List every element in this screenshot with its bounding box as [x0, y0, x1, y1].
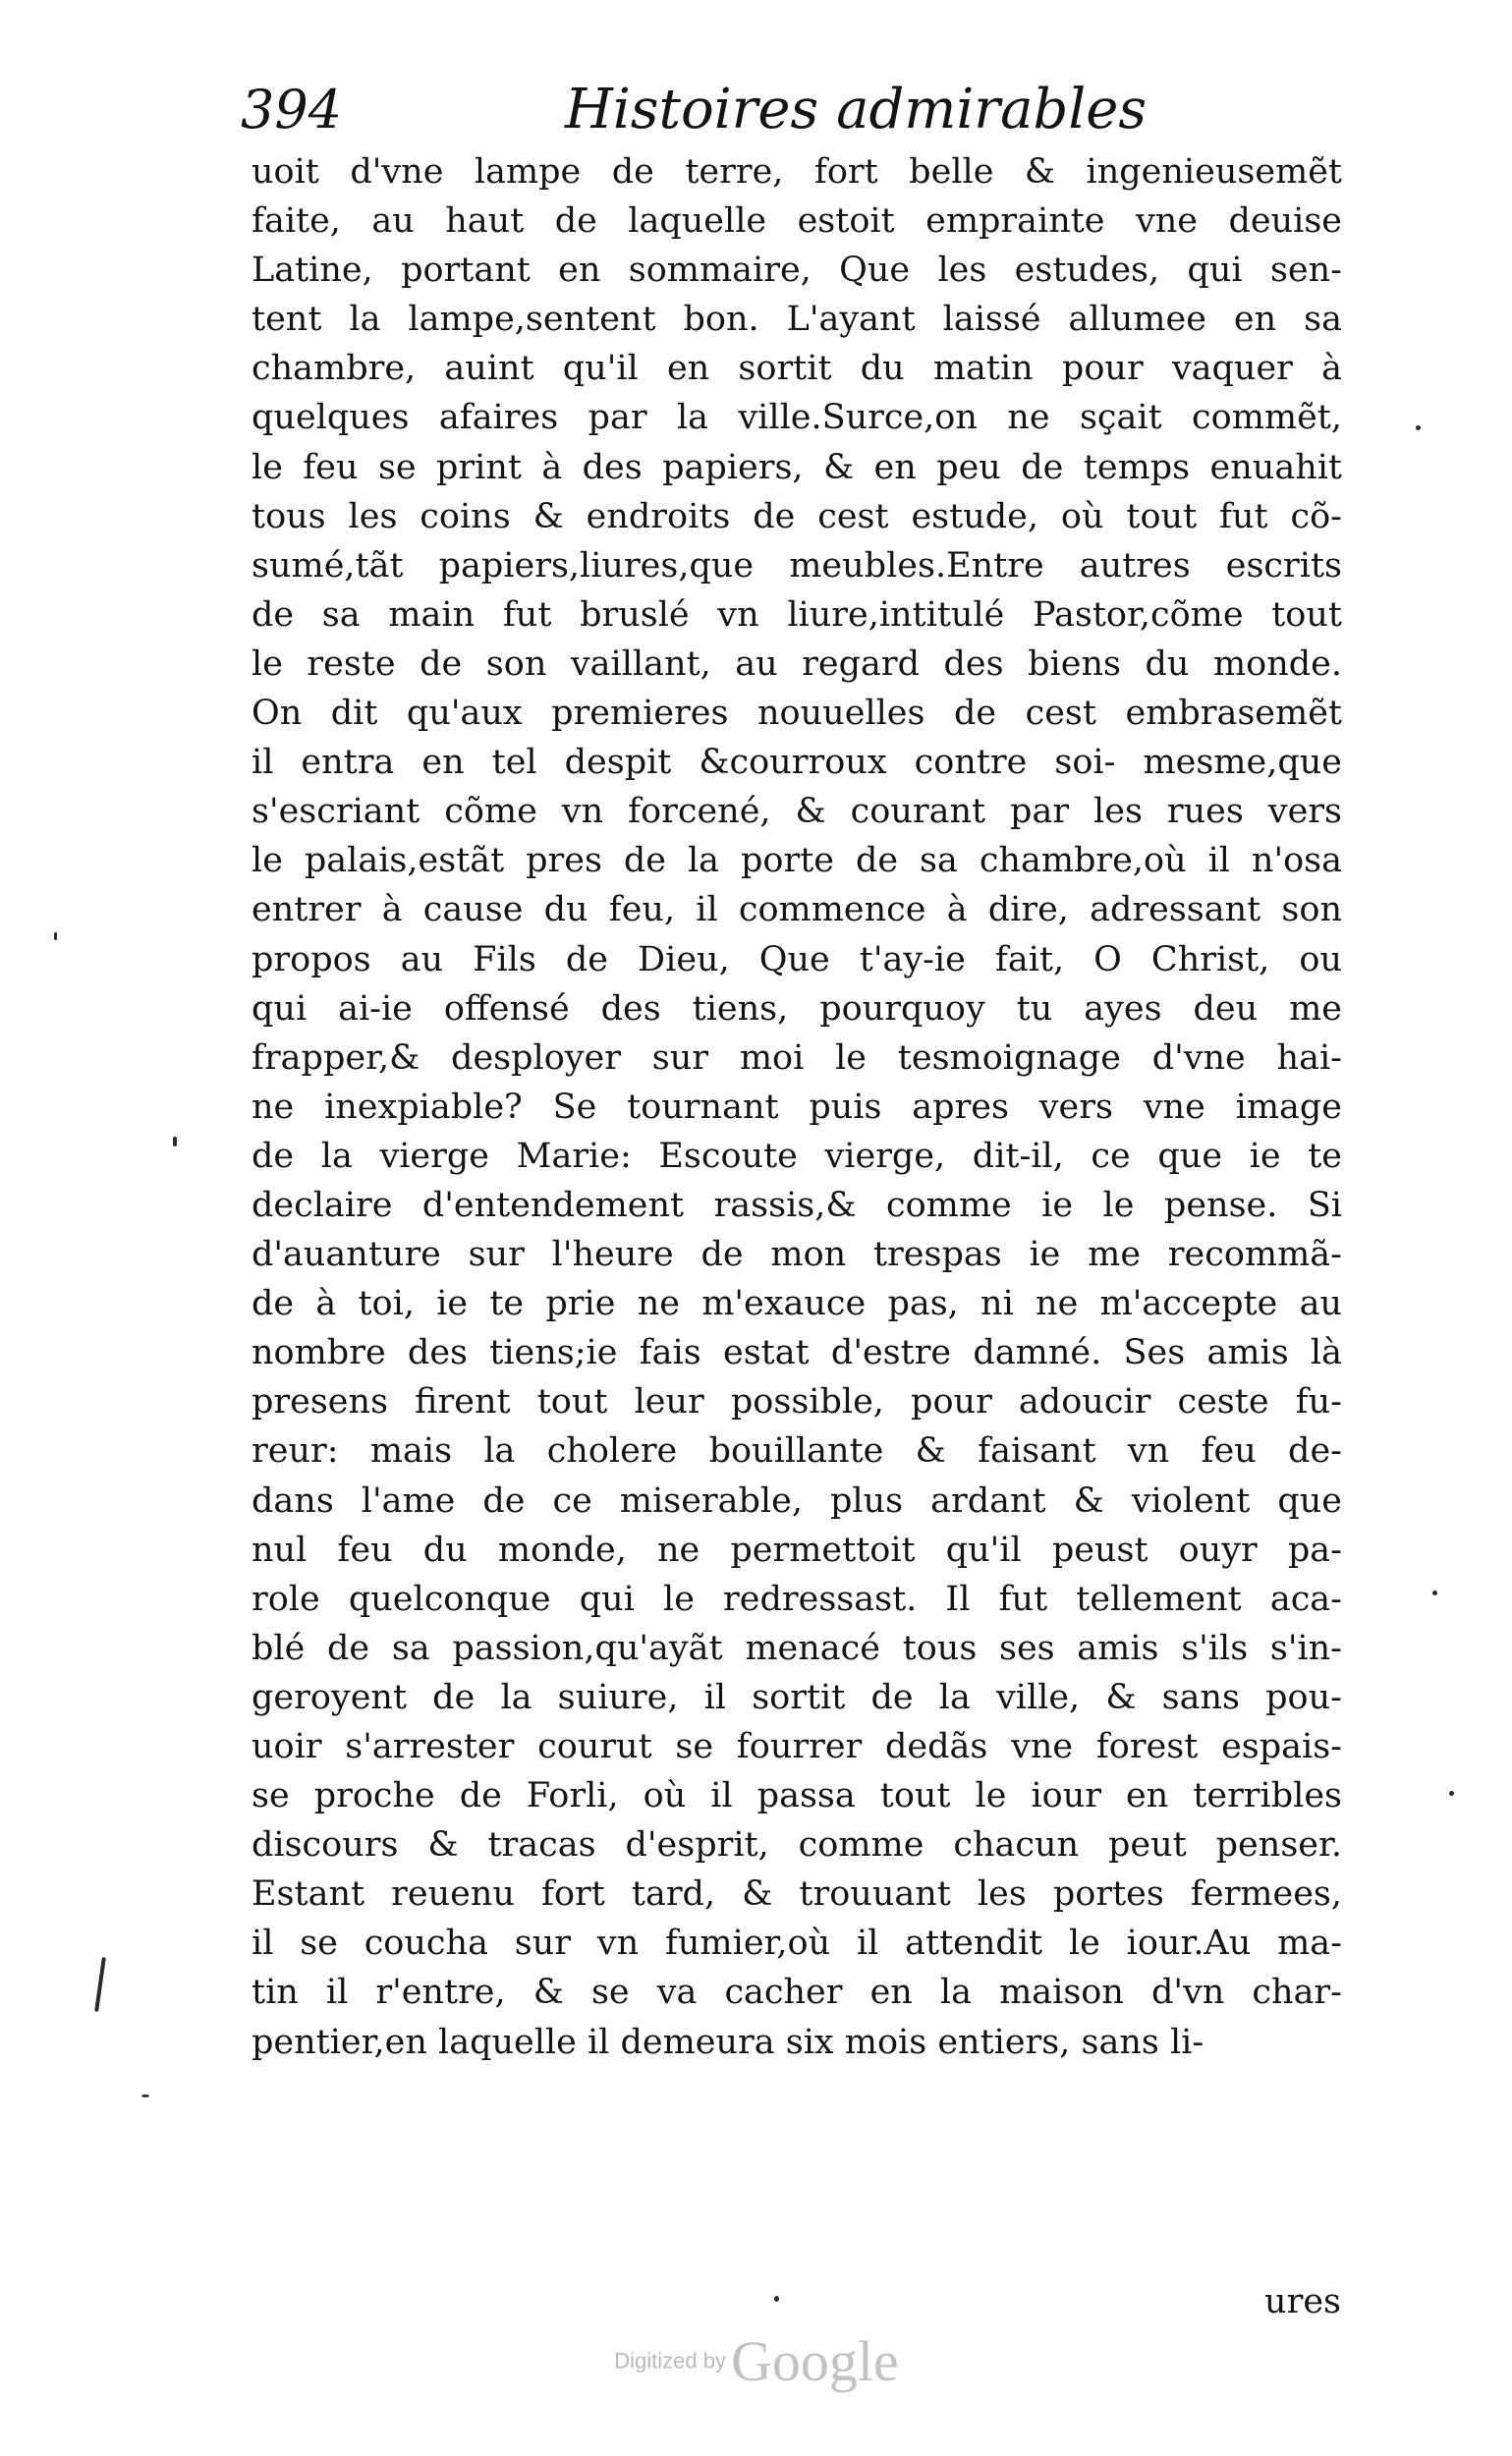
- text-line: role quelconque qui le redressast. Il fut tellement aca-: [252, 1579, 1342, 1619]
- text-line: uoit d'vne lampe de terre, fort belle & ingenieusemẽt: [252, 152, 1342, 192]
- ink-speck: [774, 2296, 779, 2302]
- ink-speck: [141, 2094, 149, 2097]
- digitization-watermark: [580, 2328, 933, 2417]
- text-line: frapper,& desployer sur moi le tesmoignage d'vne hai-: [252, 1037, 1342, 1078]
- text-line: discours & tracas d'esprit, comme chacun peut penser.: [252, 1825, 1342, 1866]
- text-line: il se coucha sur vn fumier,où il attendit le iour.Au ma-: [252, 1924, 1342, 1964]
- text-line: chambre, auint qu'il en sortit du matin pour vaquer à: [252, 349, 1342, 389]
- text-line: qui ai-ie offensé des tiens, pourquoy tu ayes deu me: [252, 988, 1342, 1029]
- text-line: tous les coins & endroits de cest estude, où tout fut cõ-: [252, 496, 1342, 536]
- ink-speck: [94, 1957, 106, 2012]
- text-line: ne inexpiable? Se tournant puis apres vers vne image: [252, 1087, 1342, 1127]
- text-line: On dit qu'aux premieres nouuelles de cest embrasemẽt: [252, 694, 1342, 734]
- text-line: faite, au haut de laquelle estoit emprainte vne deuise: [252, 201, 1342, 242]
- text-line: sumé,tãt papiers,liures,que meubles.Entre autres escrits: [252, 545, 1342, 586]
- text-line: de sa main fut bruslé vn liure,intitulé Pastor,cõme tout: [252, 594, 1342, 635]
- watermark-brand-logo: Google: [731, 2329, 899, 2393]
- text-line: de à toi, ie te prie ne m'exauce pas, ni ne m'accepte au: [252, 1284, 1342, 1324]
- text-line: dans l'ame de ce miserable, plus ardant & violent que: [252, 1480, 1342, 1521]
- ink-speck: [1432, 1591, 1437, 1595]
- text-line: il entra en tel despit &courroux contre soi- mesme,que: [252, 743, 1342, 783]
- page-header: [241, 71, 1371, 149]
- text-line: nul feu du monde, ne permettoit qu'il peust ouyr pa-: [252, 1530, 1342, 1570]
- body-text: [252, 147, 1342, 2067]
- text-line: nombre des tiens;ie fais estat d'estre damné. Ses amis là: [252, 1333, 1342, 1373]
- text-line: blé de sa passion,qu'ayãt menacé tous ses amis s'ils s'in-: [252, 1628, 1342, 1668]
- catchword: ures: [1264, 2282, 1341, 2321]
- ink-speck: [1449, 1791, 1454, 1796]
- text-line: geroyent de la suiure, il sortit de la ville, & sans pou-: [252, 1677, 1342, 1717]
- text-line: le feu se print à des papiers, & en peu de temps enuahit: [252, 447, 1342, 487]
- text-line: tent la lampe,sentent bon. L'ayant laissé allumee en sa: [252, 300, 1342, 340]
- text-line: propos au Fils de Dieu, Que t'ay-ie fait, O Christ, ou: [252, 939, 1342, 979]
- text-line: presens firent tout leur possible, pour adoucir ceste fu-: [252, 1382, 1342, 1423]
- ink-speck: [1416, 425, 1421, 430]
- text-line: Latine, portant en sommaire, Que les estudes, qui sen-: [252, 251, 1342, 291]
- text-line: entrer à cause du feu, il commence à dire, adressant son: [252, 890, 1342, 930]
- ink-speck: [54, 932, 57, 940]
- text-line: Estant reuenu fort tard, & trouuant les portes fermees,: [252, 1874, 1342, 1915]
- text-line: de la vierge Marie: Escoute vierge, dit-il, ce que ie te: [252, 1136, 1342, 1176]
- text-line: se proche de Forli, où il passa tout le iour en terribles: [252, 1776, 1342, 1816]
- text-line: quelques afaires par la ville.Surce,on ne sçait commẽt,: [252, 398, 1342, 438]
- text-line: le reste de son vaillant, au regard des biens du monde.: [252, 643, 1342, 684]
- text-line: reur: mais la cholere bouillante & faisant vn feu de-: [252, 1431, 1342, 1472]
- running-title: Histoires admirables: [565, 78, 1148, 141]
- text-line: uoir s'arrester courut se fourrer dedãs vne forest espais-: [252, 1727, 1342, 1766]
- text-line: s'escriant cõme vn forcené, & courant par les rues vers: [252, 792, 1342, 832]
- text-line: pentier,en laquelle il demeura six mois entiers, sans li-: [252, 2022, 1204, 2062]
- ink-speck: [173, 1137, 177, 1146]
- text-line: tin il r'entre, & se va cacher en la maison d'vn char-: [252, 1973, 1342, 2013]
- text-line: declaire d'entendement rassis,& comme ie le pense. Si: [252, 1185, 1342, 1225]
- watermark-prefix: Digitized by: [614, 2348, 726, 2373]
- page-number: 394: [241, 79, 343, 140]
- text-line: le palais,estãt pres de la porte de sa chambre,où il n'osa: [252, 841, 1342, 881]
- text-line: d'auanture sur l'heure de mon trespas ie me recommã-: [252, 1235, 1342, 1275]
